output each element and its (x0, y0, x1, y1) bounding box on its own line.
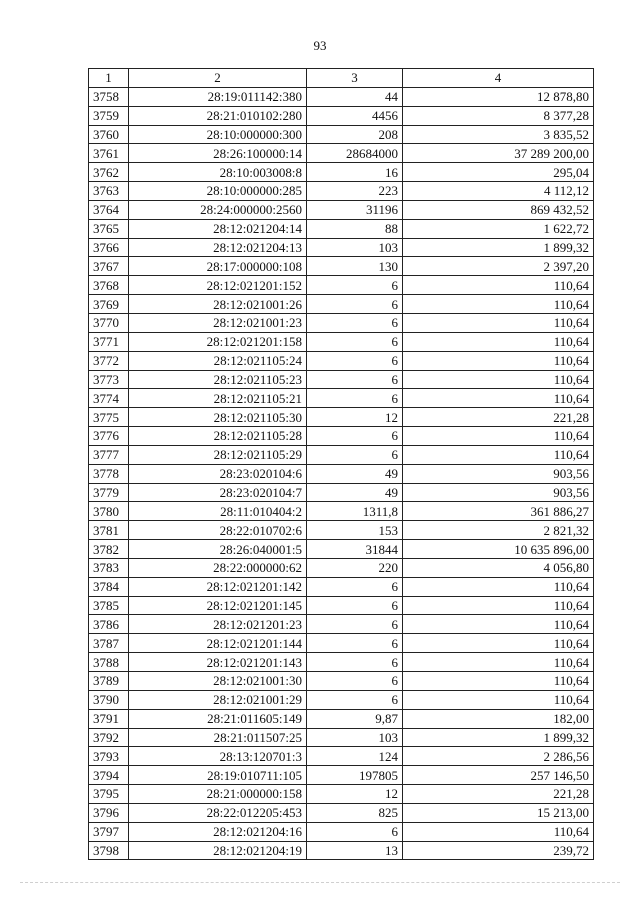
page-number: 93 (313, 38, 327, 53)
table-row (89, 766, 594, 785)
row-number-cell: 3779 (89, 483, 129, 502)
area-cell: 6 (307, 389, 403, 408)
area-cell: 12 (307, 785, 403, 804)
table-row (89, 709, 594, 728)
row-number-cell: 3796 (89, 803, 129, 822)
table-row (89, 276, 594, 295)
row-number-cell: 3789 (89, 672, 129, 691)
table-row (89, 747, 594, 766)
area-cell: 6 (307, 427, 403, 446)
cadastral-number-cell: 28:12:021204:19 (129, 841, 307, 860)
row-number-cell: 3764 (89, 200, 129, 219)
value-cell: 110,64 (403, 427, 594, 446)
cadastral-number-cell: 28:17:000000:108 (129, 257, 307, 276)
value-cell: 15 213,00 (403, 803, 594, 822)
cadastral-number-cell: 28:12:021201:142 (129, 577, 307, 596)
cadastral-number-cell: 28:21:010102:280 (129, 106, 307, 125)
column-header-2: 2 (129, 69, 307, 88)
value-cell: 4 112,12 (403, 182, 594, 201)
cadastral-number-cell: 28:12:021201:145 (129, 596, 307, 615)
value-cell: 2 286,56 (403, 747, 594, 766)
cadastral-number-cell: 28:12:021105:24 (129, 351, 307, 370)
cadastral-number-cell: 28:12:021201:158 (129, 332, 307, 351)
value-cell: 110,64 (403, 445, 594, 464)
cadastral-number-cell: 28:22:010702:6 (129, 521, 307, 540)
row-number-cell: 3759 (89, 106, 129, 125)
cadastral-number-cell: 28:22:000000:62 (129, 558, 307, 577)
column-header-3: 3 (307, 69, 403, 88)
table-row (89, 483, 594, 502)
table-row (89, 822, 594, 841)
value-cell: 110,64 (403, 653, 594, 672)
table-row (89, 389, 594, 408)
table-row (89, 408, 594, 427)
area-cell: 6 (307, 615, 403, 634)
cadastral-number-cell: 28:12:021201:23 (129, 615, 307, 634)
value-cell: 869 432,52 (403, 200, 594, 219)
cadastral-number-cell: 28:12:021105:30 (129, 408, 307, 427)
cadastral-number-cell: 28:24:000000:2560 (129, 200, 307, 219)
value-cell: 110,64 (403, 351, 594, 370)
value-cell: 2 397,20 (403, 257, 594, 276)
cadastral-number-cell: 28:22:012205:453 (129, 803, 307, 822)
cadastral-number-cell: 28:12:021001:23 (129, 313, 307, 332)
area-cell: 197805 (307, 766, 403, 785)
table-row (89, 295, 594, 314)
row-number-cell: 3785 (89, 596, 129, 615)
area-cell: 6 (307, 690, 403, 709)
row-number-cell: 3791 (89, 709, 129, 728)
area-cell: 825 (307, 803, 403, 822)
area-cell: 9,87 (307, 709, 403, 728)
area-cell: 6 (307, 295, 403, 314)
table-row (89, 464, 594, 483)
table-row (89, 728, 594, 747)
value-cell: 110,64 (403, 389, 594, 408)
cadastral-number-cell: 28:10:000000:300 (129, 125, 307, 144)
table-row (89, 332, 594, 351)
row-number-cell: 3762 (89, 163, 129, 182)
table-row (89, 257, 594, 276)
row-number-cell: 3758 (89, 87, 129, 106)
row-number-cell: 3771 (89, 332, 129, 351)
value-cell: 221,28 (403, 785, 594, 804)
cadastral-number-cell: 28:12:021204:16 (129, 822, 307, 841)
table-row (89, 351, 594, 370)
registry-table (88, 68, 594, 860)
value-cell: 110,64 (403, 276, 594, 295)
row-number-cell: 3787 (89, 634, 129, 653)
value-cell: 221,28 (403, 408, 594, 427)
value-cell: 110,64 (403, 295, 594, 314)
row-number-cell: 3761 (89, 144, 129, 163)
table-row (89, 672, 594, 691)
area-cell: 6 (307, 370, 403, 389)
area-cell: 103 (307, 728, 403, 747)
table-row (89, 125, 594, 144)
value-cell: 903,56 (403, 464, 594, 483)
area-cell: 6 (307, 276, 403, 295)
footer-divider (20, 882, 620, 883)
area-cell: 28684000 (307, 144, 403, 163)
value-cell: 1 899,32 (403, 728, 594, 747)
table-row (89, 238, 594, 257)
row-number-cell: 3792 (89, 728, 129, 747)
value-cell: 8 377,28 (403, 106, 594, 125)
row-number-cell: 3783 (89, 558, 129, 577)
cadastral-number-cell: 28:13:120701:3 (129, 747, 307, 766)
cadastral-number-cell: 28:26:100000:14 (129, 144, 307, 163)
value-cell: 295,04 (403, 163, 594, 182)
value-cell: 903,56 (403, 483, 594, 502)
cadastral-number-cell: 28:12:021105:21 (129, 389, 307, 408)
area-cell: 130 (307, 257, 403, 276)
row-number-cell: 3780 (89, 502, 129, 521)
table-row (89, 803, 594, 822)
cadastral-number-cell: 28:12:021201:152 (129, 276, 307, 295)
area-cell: 6 (307, 445, 403, 464)
value-cell: 110,64 (403, 313, 594, 332)
row-number-cell: 3769 (89, 295, 129, 314)
value-cell: 110,64 (403, 596, 594, 615)
row-number-cell: 3772 (89, 351, 129, 370)
area-cell: 6 (307, 596, 403, 615)
row-number-cell: 3760 (89, 125, 129, 144)
row-number-cell: 3790 (89, 690, 129, 709)
column-header-4: 4 (403, 69, 594, 88)
row-number-cell: 3775 (89, 408, 129, 427)
value-cell: 110,64 (403, 332, 594, 351)
row-number-cell: 3794 (89, 766, 129, 785)
value-cell: 1 622,72 (403, 219, 594, 238)
area-cell: 88 (307, 219, 403, 238)
cadastral-number-cell: 28:12:021201:144 (129, 634, 307, 653)
table-header-row (89, 69, 594, 88)
table-row (89, 427, 594, 446)
cadastral-number-cell: 28:12:021105:23 (129, 370, 307, 389)
column-header-1: 1 (89, 69, 129, 88)
area-cell: 6 (307, 653, 403, 672)
row-number-cell: 3797 (89, 822, 129, 841)
area-cell: 6 (307, 332, 403, 351)
area-cell: 44 (307, 87, 403, 106)
table-row (89, 182, 594, 201)
row-number-cell: 3777 (89, 445, 129, 464)
table-row (89, 596, 594, 615)
cadastral-number-cell: 28:21:011507:25 (129, 728, 307, 747)
row-number-cell: 3766 (89, 238, 129, 257)
row-number-cell: 3782 (89, 540, 129, 559)
table-row (89, 200, 594, 219)
table-row (89, 144, 594, 163)
row-number-cell: 3767 (89, 257, 129, 276)
value-cell: 110,64 (403, 822, 594, 841)
row-number-cell: 3768 (89, 276, 129, 295)
table-row (89, 313, 594, 332)
area-cell: 12 (307, 408, 403, 427)
area-cell: 31196 (307, 200, 403, 219)
row-number-cell: 3770 (89, 313, 129, 332)
cadastral-number-cell: 28:12:021204:13 (129, 238, 307, 257)
value-cell: 257 146,50 (403, 766, 594, 785)
value-cell: 110,64 (403, 577, 594, 596)
area-cell: 223 (307, 182, 403, 201)
row-number-cell: 3781 (89, 521, 129, 540)
value-cell: 110,64 (403, 615, 594, 634)
table-row (89, 370, 594, 389)
area-cell: 31844 (307, 540, 403, 559)
area-cell: 1311,8 (307, 502, 403, 521)
table-row (89, 219, 594, 238)
cadastral-number-cell: 28:12:021001:30 (129, 672, 307, 691)
table-row (89, 540, 594, 559)
table-row (89, 521, 594, 540)
table-row (89, 502, 594, 521)
area-cell: 6 (307, 351, 403, 370)
table-row (89, 163, 594, 182)
table-row (89, 785, 594, 804)
value-cell: 361 886,27 (403, 502, 594, 521)
area-cell: 6 (307, 577, 403, 596)
cadastral-number-cell: 28:11:010404:2 (129, 502, 307, 521)
table-row (89, 841, 594, 860)
row-number-cell: 3784 (89, 577, 129, 596)
value-cell: 110,64 (403, 634, 594, 653)
table-row (89, 445, 594, 464)
row-number-cell: 3795 (89, 785, 129, 804)
area-cell: 124 (307, 747, 403, 766)
cadastral-number-cell: 28:12:021105:29 (129, 445, 307, 464)
cadastral-number-cell: 28:10:000000:285 (129, 182, 307, 201)
cadastral-number-cell: 28:12:021001:29 (129, 690, 307, 709)
value-cell: 110,64 (403, 672, 594, 691)
cadastral-number-cell: 28:12:021105:28 (129, 427, 307, 446)
row-number-cell: 3765 (89, 219, 129, 238)
cadastral-number-cell: 28:10:003008:8 (129, 163, 307, 182)
cadastral-number-cell: 28:23:020104:6 (129, 464, 307, 483)
row-number-cell: 3763 (89, 182, 129, 201)
table-row (89, 634, 594, 653)
table-row (89, 577, 594, 596)
value-cell: 1 899,32 (403, 238, 594, 257)
area-cell: 6 (307, 634, 403, 653)
area-cell: 153 (307, 521, 403, 540)
table-row (89, 690, 594, 709)
value-cell: 4 056,80 (403, 558, 594, 577)
value-cell: 110,64 (403, 690, 594, 709)
value-cell: 110,64 (403, 370, 594, 389)
value-cell: 12 878,80 (403, 87, 594, 106)
row-number-cell: 3788 (89, 653, 129, 672)
area-cell: 4456 (307, 106, 403, 125)
row-number-cell: 3793 (89, 747, 129, 766)
table-row (89, 106, 594, 125)
row-number-cell: 3776 (89, 427, 129, 446)
value-cell: 10 635 896,00 (403, 540, 594, 559)
row-number-cell: 3786 (89, 615, 129, 634)
area-cell: 6 (307, 313, 403, 332)
cadastral-number-cell: 28:23:020104:7 (129, 483, 307, 502)
area-cell: 49 (307, 483, 403, 502)
area-cell: 6 (307, 822, 403, 841)
cadastral-number-cell: 28:26:040001:5 (129, 540, 307, 559)
value-cell: 239,72 (403, 841, 594, 860)
cadastral-number-cell: 28:19:010711:105 (129, 766, 307, 785)
value-cell: 3 835,52 (403, 125, 594, 144)
table-row (89, 87, 594, 106)
cadastral-number-cell: 28:12:021001:26 (129, 295, 307, 314)
value-cell: 182,00 (403, 709, 594, 728)
area-cell: 208 (307, 125, 403, 144)
row-number-cell: 3773 (89, 370, 129, 389)
table-row (89, 615, 594, 634)
table-row (89, 653, 594, 672)
row-number-cell: 3778 (89, 464, 129, 483)
value-cell: 37 289 200,00 (403, 144, 594, 163)
area-cell: 6 (307, 672, 403, 691)
area-cell: 103 (307, 238, 403, 257)
area-cell: 49 (307, 464, 403, 483)
cadastral-number-cell: 28:12:021201:143 (129, 653, 307, 672)
area-cell: 220 (307, 558, 403, 577)
table-row (89, 558, 594, 577)
cadastral-number-cell: 28:12:021204:14 (129, 219, 307, 238)
table-body (89, 87, 594, 860)
row-number-cell: 3798 (89, 841, 129, 860)
row-number-cell: 3774 (89, 389, 129, 408)
cadastral-number-cell: 28:21:011605:149 (129, 709, 307, 728)
cadastral-number-cell: 28:21:000000:158 (129, 785, 307, 804)
cadastral-number-cell: 28:19:011142:380 (129, 87, 307, 106)
value-cell: 2 821,32 (403, 521, 594, 540)
area-cell: 13 (307, 841, 403, 860)
area-cell: 16 (307, 163, 403, 182)
